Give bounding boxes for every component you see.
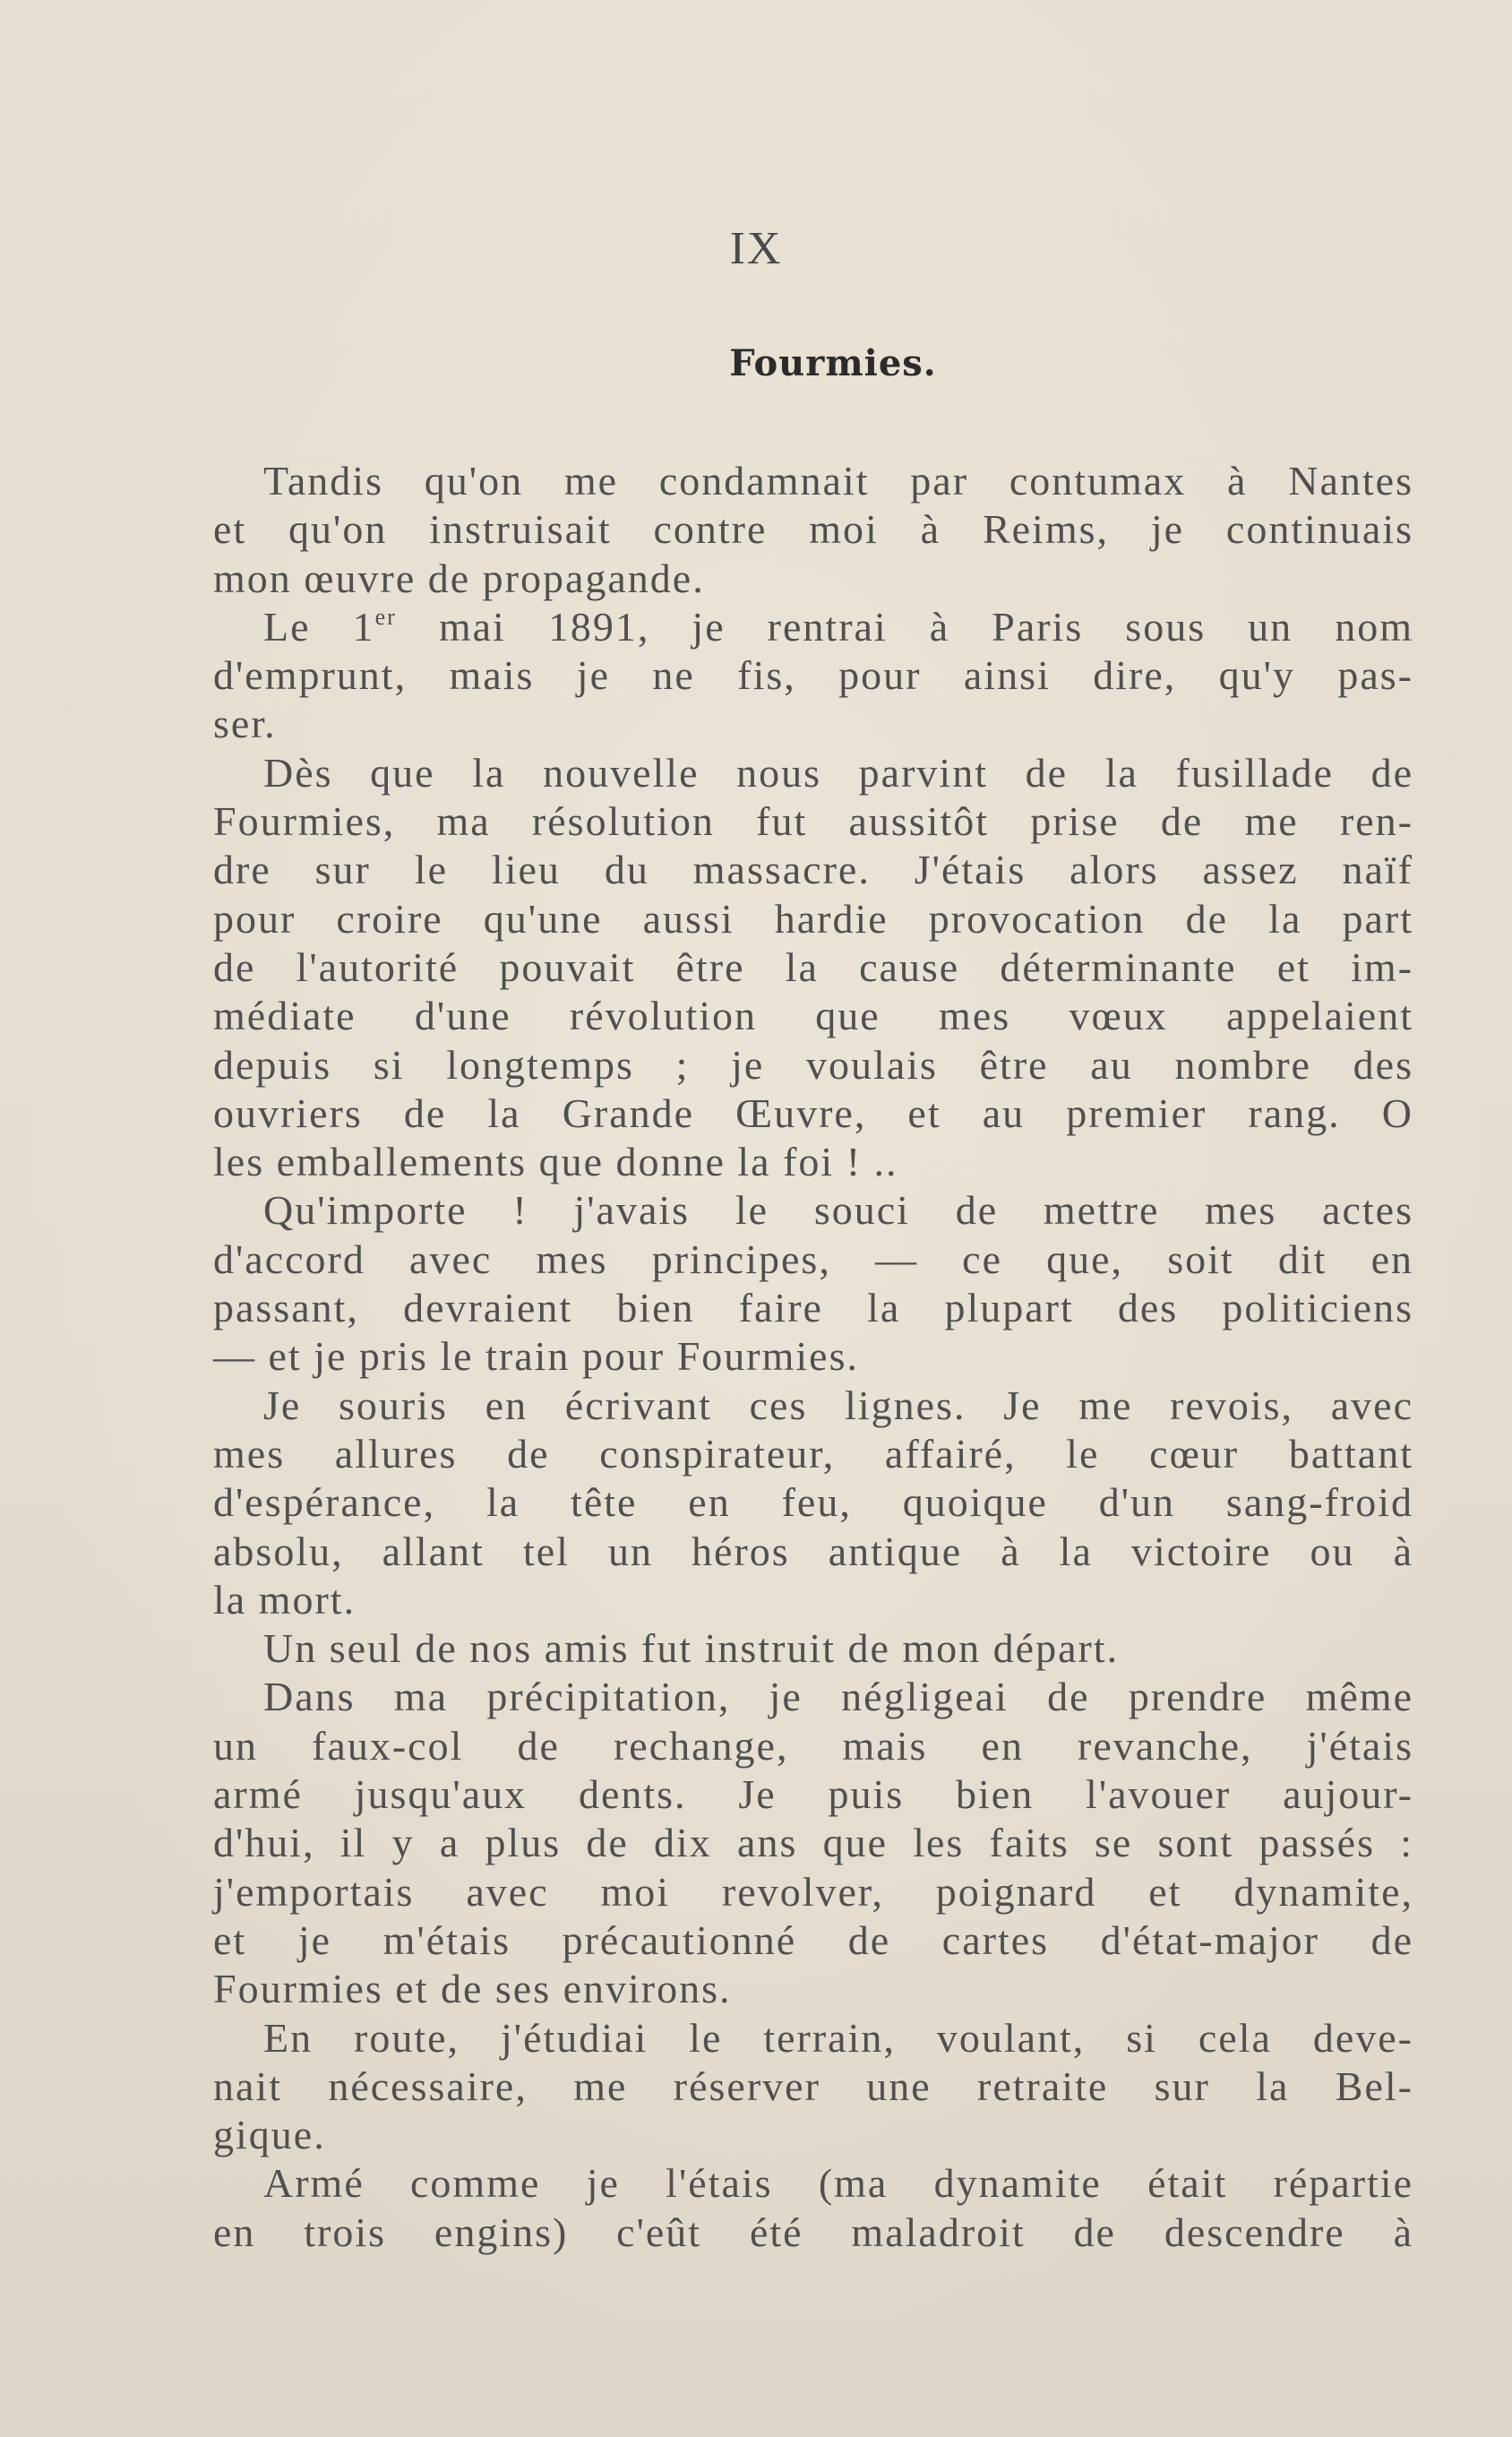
text-line: et je m'étais précautionné de cartes d'état-major de [213,1916,1413,1963]
text-line: Armé comme je l'étais (ma dynamite était répartie [263,2160,1413,2207]
text-line: gique. [213,2112,326,2158]
text-line: dre sur le lieu du massacre. J'étais alors assez naïf [213,847,1413,893]
text-line: absolu, allant tel un héros antique à la victoire ou à [213,1528,1413,1574]
text-line: j'emportais avec moi revolver, poignard et dynamite, [213,1868,1413,1915]
text-line: Je souris en écrivant ces lignes. Je me revois, avec [263,1382,1413,1428]
text-line: ser. [213,701,277,747]
text-line: et qu'on instruisait contre moi à Reims, je continuais [213,506,1413,553]
text-line: les emballements que donne la foi ! .. [213,1139,898,1185]
text-line: nait nécessaire, me réserver une retraite sur la Bel- [213,2062,1413,2109]
text-line: en trois engins) c'eût été maladroit de descendre à [213,2209,1413,2255]
chapter-number: IX [729,223,783,274]
text-line: d'emprunt, mais je ne fis, pour ainsi dire, qu'y pas- [213,652,1413,699]
text-line: Dès que la nouvelle nous parvint de la fusillade de [263,749,1413,796]
text-line: En route, j'étudiai le terrain, voulant, si cela deve- [263,2014,1413,2061]
chapter-title: Fourmies. [729,342,937,384]
text-line: d'hui, il y a plus de dix ans que les faits se sont passés : [213,1820,1413,1866]
text-line: un faux-col de rechange, mais en revanche, j'étais [213,1722,1413,1769]
text-segment: mai 1891, je rentrai à Paris sous un nom [396,603,1413,650]
text-line: Fourmies et de ses environs. [213,1966,732,2012]
text-line: la mort. [213,1576,357,1623]
text-line: d'accord avec mes principes, — ce que, soit dit en [213,1236,1413,1282]
text-line: pour croire qu'une aussi hardie provocation de la part [213,895,1413,942]
superscript: er [374,603,397,630]
text-line: d'espérance, la tête en feu, quoique d'un sang-froid [213,1479,1413,1526]
text-line: médiate d'une révolution que mes vœux appelaient [213,993,1413,1039]
text-line: armé jusqu'aux dents. Je puis bien l'avouer aujour- [213,1771,1413,1818]
text-line: Un seul de nos amis fut instruit de mon départ. [263,1625,1120,1672]
text-line: Qu'importe ! j'avais le souci de mettre mes actes [263,1187,1413,1234]
text-line [213,603,1413,651]
body-text [213,457,1413,2257]
text-line: mes allures de conspirateur, affairé, le cœur battant [213,1430,1413,1477]
text-line: — et je pris le train pour Fourmies. [213,1333,859,1380]
text-line: passant, devraient bien faire la plupart des politiciens [213,1285,1413,1331]
text-line: depuis si longtemps ; je voulais être au nombre des [213,1041,1413,1088]
text-segment: Le 1 [263,603,375,650]
text-line: mon œuvre de propagande. [213,555,705,601]
text-line: ouvriers de la Grande Œuvre, et au premier rang. O [213,1089,1413,1136]
text-line: Fourmies, ma résolution fut aussitôt prise de me ren- [213,798,1413,845]
text-line: de l'autorité pouvait être la cause déterminante et im- [213,943,1413,990]
text-line: Tandis qu'on me condamnait par contumax à Nantes [263,458,1413,504]
text-line: Dans ma précipitation, je négligeai de prendre même [263,1674,1413,1720]
